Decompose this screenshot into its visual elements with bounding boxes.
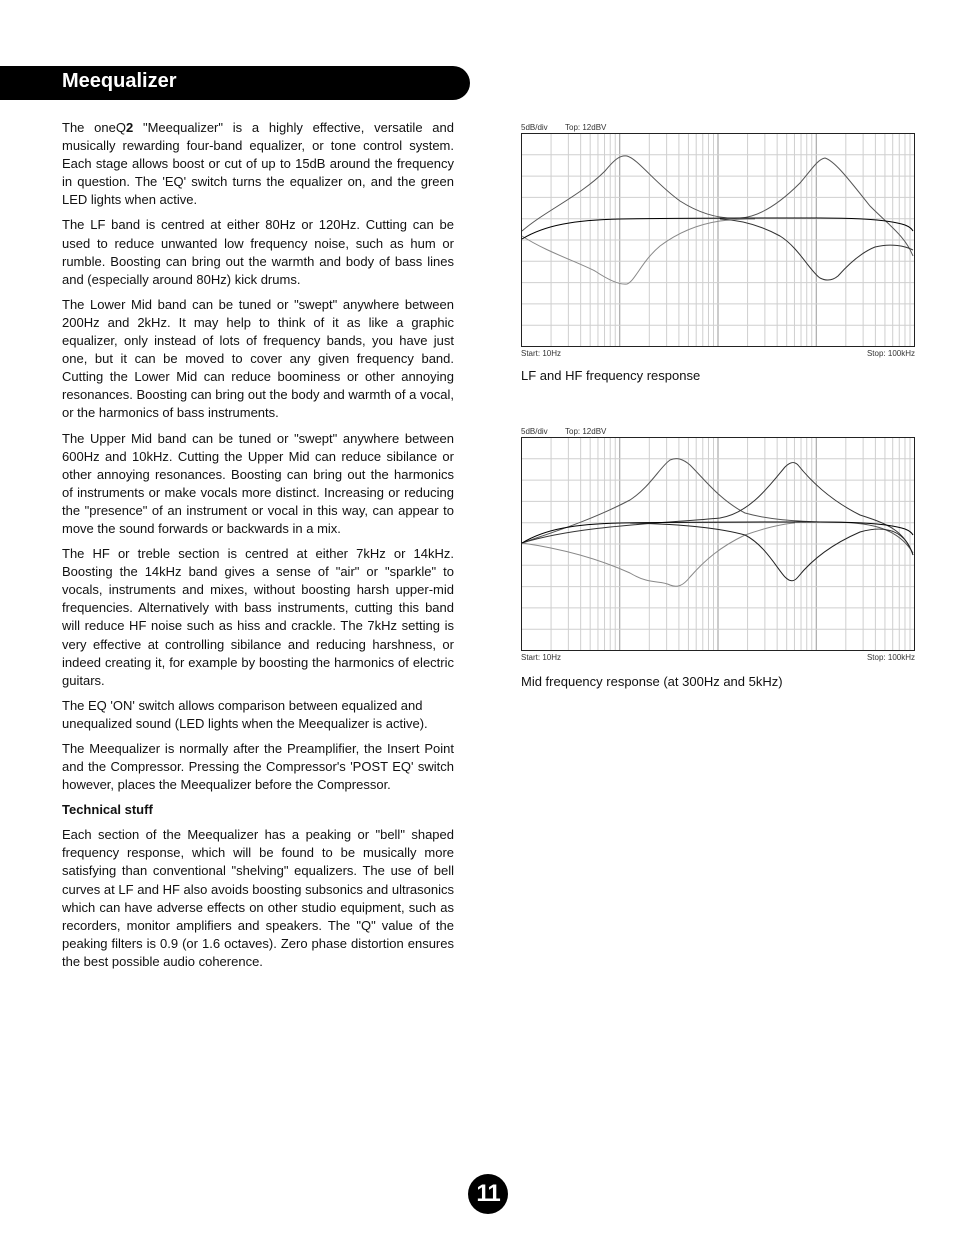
paragraph-intro-lead: The oneQ — [62, 120, 126, 135]
lf-hf-response-graph — [520, 121, 916, 361]
page-title: Meequalizer — [62, 70, 177, 92]
high-mid-cut-curve — [630, 523, 913, 581]
scale-label: 5dB/div — [521, 123, 548, 132]
paragraph-eq-switch: The EQ 'ON' switch allows comparison between equalized and unequalized sound (LED lights when the Meequalizer is active). — [62, 697, 428, 731]
paragraph-intro-body: "Meequalizer" is a highly effective, versatile and musically rewarding four-band equalizer, or tone control system. Each stage allows boost or cut of up to 15dB around the frequency in question. The 'EQ' switch turns the equalizer on, and the green LED lights when active. — [62, 120, 454, 208]
plot-grid — [522, 134, 915, 347]
start-frequency-label: Start: 10Hz — [521, 653, 562, 662]
lf-hf-graph-caption: LF and HF frequency response — [521, 368, 701, 383]
lf-cut-curve — [522, 219, 755, 284]
paragraph-lf-band: The LF band is centred at either 80Hz or 120Hz. Cutting can be used to reduce unwanted low frequency noise, such as hum or rumble. Boosting can bring out the warmth and body of bass lines and (especially around 80Hz) kick drums. — [62, 217, 454, 287]
technical-heading: Technical stuff — [62, 802, 153, 818]
lf-hf-response-plot — [520, 121, 916, 361]
product-name-suffix: 2 — [125, 120, 134, 135]
paragraph-hf-band: The HF or treble section is centred at either 7kHz or 14kHz. Boosting the 14kHz band gives a sense of "air" or "sparkle" to vocals, instruments and mixes, without boosting harsh upper-mid frequencies. Alternatively with bass instruments, cutting this band will reduce HF noise such as hiss and crackle. The 7kHz setting is very effective at controlling sibilance and reducing harshness, or indeed creating it, for example by boosting the harmonics of electric guitars. — [62, 546, 454, 688]
mid-response-plot — [520, 425, 916, 665]
paragraph-technical: Each section of the Meequalizer has a peaking or "bell" shaped frequency response, which will be found to be musically more satisfying than conventional "shelving" equalizers. The use of bell curves at LF and HF also avoids boosting subsonics and ultrasonics which can have adverse effects on other studio equipment, such as recorders, monitor amplifiers and speakers. The "Q" value of the peaking filters is 0.9 (or 1.6 octaves). Zero phase distortion ensures the best possible audio coherence. — [62, 827, 454, 969]
start-frequency-label: Start: 10Hz — [521, 349, 562, 358]
page-number: 11 — [468, 1174, 508, 1214]
body-text-column — [62, 119, 454, 978]
section-title-bar — [0, 66, 470, 100]
paragraph-intro — [62, 119, 454, 209]
paragraph-lower-mid: The Lower Mid band can be tuned or "swept" anywhere between 200Hz and 2kHz. It may help to think of it as like a graphic equalizer, only instead of lots of frequency bands, you have just one, but it can be moved to cover any given frequency band. Cutting the Lower Mid can reduce boominess or other annoying resonances. Boosting can bring out the body and warmth of a vocal, or the harmonics of bass instruments. — [62, 296, 454, 421]
top-level-label: Top: 12dBV — [565, 427, 607, 436]
stop-frequency-label: Stop: 100kHz — [866, 653, 915, 662]
top-level-label: Top: 12dBV — [565, 123, 607, 132]
paragraph-upper-mid: The Upper Mid band can be tuned or "swept" anywhere between 600Hz and 10kHz. Cutting the Upper Mid can reduce sibilance or other annoying resonances. Boosting can bring out the harmonics of instruments or make vocals more distinct. Increasing or reducing the "presence" of an instrument or vocal in this way, can appear to move the sound forwards or backwards in a mix. — [62, 430, 454, 536]
paragraph-signal-order: The Meequalizer is normally after the Preamplifier, the Insert Point and the Compressor. Pressing the Compressor's 'POST EQ' switch however, places the Meequalizer before the Compressor. — [62, 741, 454, 793]
low-mid-cut-curve — [522, 523, 795, 586]
plot-grid — [522, 438, 915, 651]
stop-frequency-label: Stop: 100kHz — [866, 349, 915, 358]
mid-graph-caption: Mid frequency response (at 300Hz and 5kHz) — [521, 674, 783, 689]
mid-response-graph — [520, 425, 916, 665]
scale-label: 5dB/div — [521, 427, 548, 436]
